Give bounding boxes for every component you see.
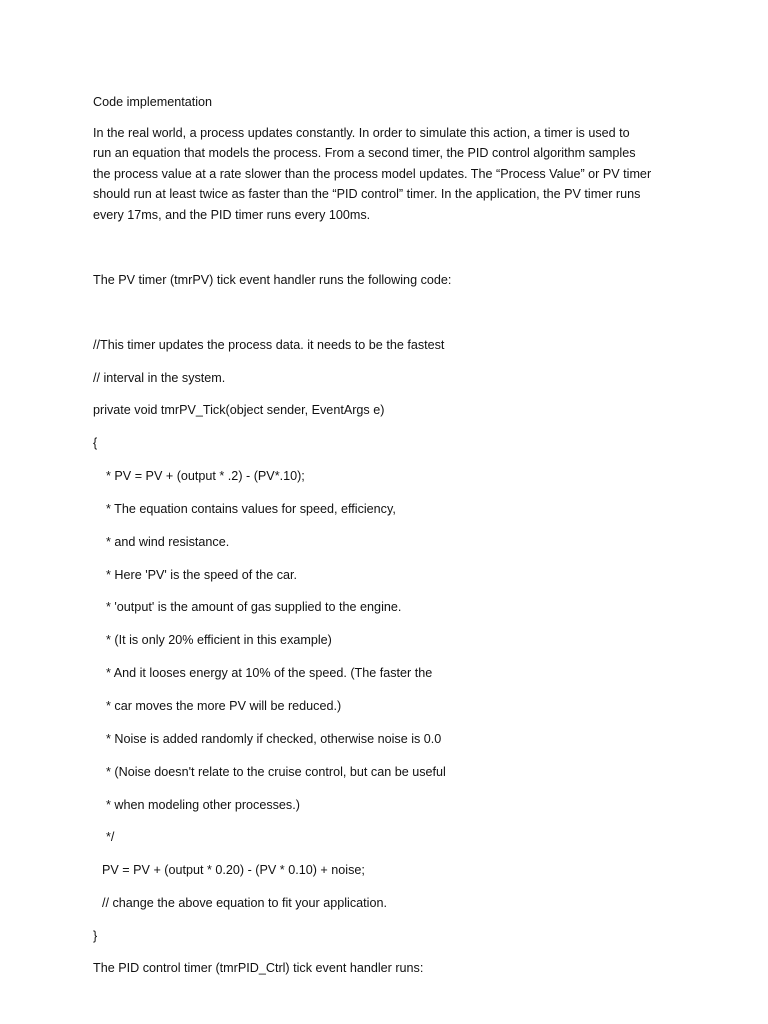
code-comment-1: //This timer updates the process data. it needs to be the fastest <box>93 338 445 352</box>
intro-line-5: every 17ms, and the PID timer runs every 100ms. <box>93 207 371 222</box>
block-comment-line-9: * Noise is added randomly if checked, otherwise noise is 0.0 <box>106 732 442 746</box>
block-comment-line-7: * And it looses energy at 10% of the speed. (The faster the <box>106 666 433 680</box>
intro-paragraph <box>93 123 678 225</box>
block-comment-line-1: * PV = PV + (output * .2) - (PV*.10); <box>106 469 305 483</box>
block-comment-close: */ <box>106 830 115 844</box>
intro-line-2: run an equation that models the process. From a second timer, the PID control algorithm samples <box>93 146 636 161</box>
code-change-comment: // change the above equation to fit your application. <box>102 896 387 910</box>
block-comment-line-4: * Here 'PV' is the speed of the car. <box>106 568 298 582</box>
code-signature: private void tmrPV_Tick(object sender, EventArgs e) <box>93 403 385 417</box>
block-comment-line-11: * when modeling other processes.) <box>106 798 300 812</box>
code-open-brace: { <box>93 436 98 450</box>
block-comment-line-8: * car moves the more PV will be reduced.) <box>106 699 342 713</box>
intro-line-1: In the real world, a process updates constantly. In order to simulate this action, a timer is used to <box>93 126 630 140</box>
block-comment-line-3: * and wind resistance. <box>106 535 230 549</box>
section-heading: Code implementation <box>93 95 213 109</box>
intro-line-3: the process value at a rate slower than the process model updates. The “Process Value” or PV timer <box>93 166 652 181</box>
code-close-brace: } <box>93 929 98 943</box>
block-comment-line-5: * 'output' is the amount of gas supplied to the engine. <box>106 600 402 614</box>
code-equation: PV = PV + (output * 0.20) - (PV * 0.10) + noise; <box>102 863 365 877</box>
block-comment-line-2: * The equation contains values for speed, efficiency, <box>106 502 396 516</box>
code-comment-2: // interval in the system. <box>93 371 226 385</box>
pv-timer-intro: The PV timer (tmrPV) tick event handler runs the following code: <box>93 273 452 287</box>
block-comment-line-6: * (It is only 20% efficient in this example) <box>106 633 332 647</box>
pid-timer-intro: The PID control timer (tmrPID_Ctrl) tick event handler runs: <box>93 961 424 975</box>
block-comment-line-10: * (Noise doesn't relate to the cruise control, but can be useful <box>106 765 446 779</box>
intro-line-4: should run at least twice as faster than the “PID control” timer. In the application, the PV timer runs <box>93 187 641 202</box>
